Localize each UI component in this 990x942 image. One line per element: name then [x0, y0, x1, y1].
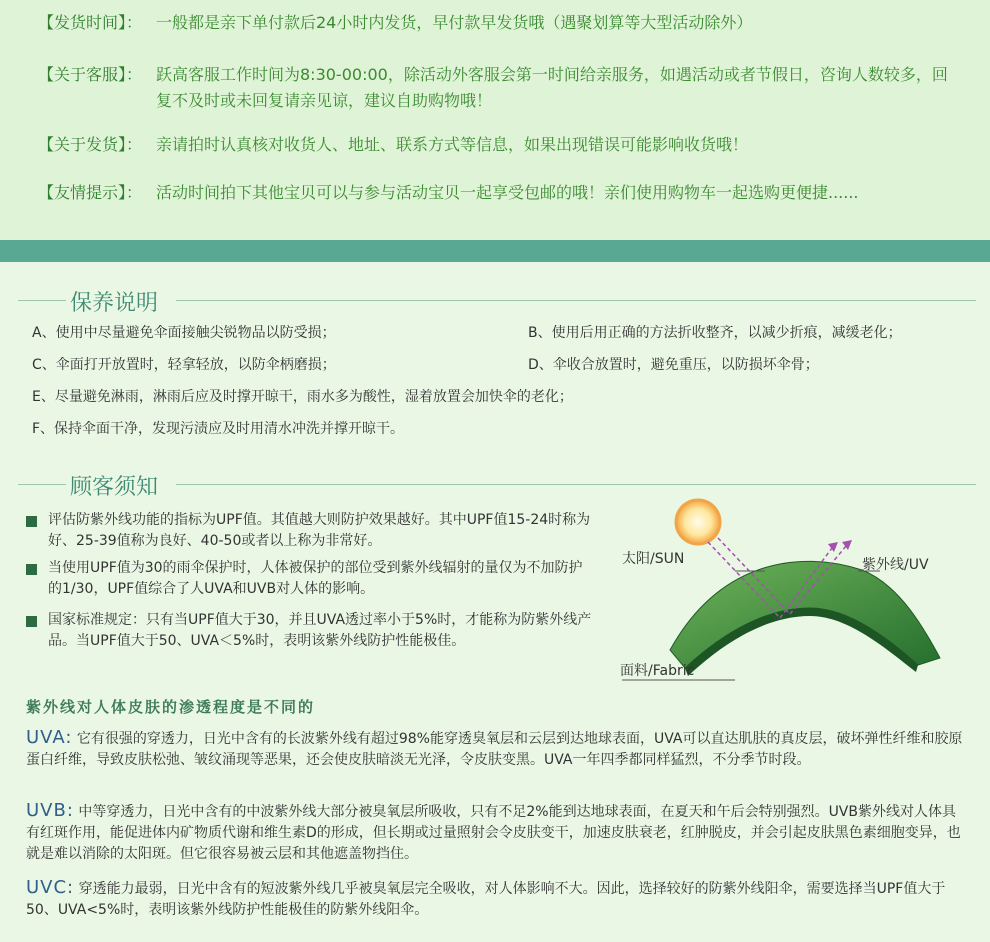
section-rule: [18, 484, 66, 485]
square-bullet-icon: [26, 616, 37, 627]
upf-bullet: [26, 510, 596, 552]
shipping-notice-panel: [0, 0, 990, 240]
uva-text: 它有很强的穿透力，日光中含有的长波紫外线有超过98%能穿透臭氧层和云层到达地球表面，UVA可以直达肌肤的真皮层，破坏弹性纤维和胶原蛋白纤维，导致皮肤松弛、皱纹涌现等恶果，还会使皮肤暗淡无光泽，令皮肤变黑。UVA一年四季都同样猛烈，不分季节时段。: [26, 731, 963, 768]
uva-label: UVA:: [26, 727, 73, 748]
section-rule: [176, 300, 976, 301]
notice-text: 活动时间拍下其他宝贝可以与参与活动宝贝一起享受包邮的哦！亲们使用购物车一起选购更便捷......: [156, 183, 859, 202]
uvb-text: 中等穿透力，日光中含有的中波紫外线大部分被臭氧层所吸收，只有不足2%能到达地球表面，在夏天和午后会特别强烈。UVB紫外线对人体具有红斑作用，能促进体内矿物质代谢和维生素D的形成，但长期或过量照射会令皮肤变干，加速皮肤衰老，红肿脱皮，并会引起皮肤黑色素细胞变异，也就是难以消除的太阳斑。但它很容易被云层和其他遮盖物挡住。: [26, 804, 961, 862]
uvb-label: UVB:: [26, 800, 74, 821]
square-bullet-icon: [26, 516, 37, 527]
notice-label: 【关于发货】：: [38, 135, 143, 154]
notice-label: 【关于客服】：: [38, 65, 143, 84]
bullet-text: 评估防紫外线功能的指标为UPF值。其值越大则防护效果越好。其中UPF值15-24时称为好、25-39值称为良好、40-50或者以上称为非常好。: [48, 512, 591, 549]
notice-label: 【友情提示】：: [38, 183, 143, 202]
square-bullet-icon: [26, 564, 37, 575]
bullet-text: 国家标准规定：只有当UPF值大于30，并且UVA透过率小于5%时，才能称为防紫外线产品。当UPF值大于50、UVA＜5%时，表明该紫外线防护性能极佳。: [48, 612, 592, 649]
customer-section-title: 顾客须知: [70, 475, 159, 500]
care-item-a: A、使用中尽量避免伞面接触尖锐物品以防受损；: [32, 325, 336, 341]
uvc-text: 穿透能力最弱，日光中含有的短波紫外线几乎被臭氧层完全吸收，对人体影响不大。因此，选择较好的防紫外线阳伞，需要选择当UPF值大于50、UVA<5%时，表明该紫外线防护性能极佳的防紫外线阳伞。: [26, 881, 946, 918]
uv-penetration-heading: 紫外线对人体皮肤的渗透程度是不同的: [26, 698, 316, 716]
care-item-b: B、使用后用正确的方法折收整齐，以减少折痕，减缓老化；: [528, 325, 902, 341]
uvb-paragraph: [26, 800, 966, 865]
upf-bullet: [26, 558, 596, 600]
section-divider-band: [0, 240, 990, 262]
uva-paragraph: [26, 727, 966, 771]
uvc-paragraph: [26, 877, 966, 921]
sun-label: 太阳/SUN: [622, 551, 685, 567]
fabric-label: 面料/Fabric: [620, 663, 695, 679]
care-item-d: D、伞收合放置时，避免重压，以防损坏伞骨；: [528, 357, 819, 373]
care-item-f: F、保持伞面干净，发现污渍应及时用清水冲洗并撑开晾干。: [32, 421, 405, 437]
notice-text: 跃高客服工作时间为8:30-00:00，除活动外客服会第一时间给亲服务，如遇活动或者节假日，咨询人数较多，回复不及时或未回复请亲见谅，建议自助购物哦！: [156, 65, 948, 110]
care-item-e: E、尽量避免淋雨，淋雨后应及时撑开晾干，雨水多为酸性，湿着放置会加快伞的老化；: [32, 389, 573, 405]
sun-icon: [676, 500, 720, 544]
uv-fabric-diagram: [600, 490, 960, 690]
notice-text: 亲请拍时认真核对收货人、地址、联系方式等信息，如果出现错误可能影响收货哦！: [156, 135, 749, 154]
notice-text: 一般都是亲下单付款后24小时内发货，早付款早发货哦（遇聚划算等大型活动除外）: [156, 13, 753, 32]
upf-bullet: [26, 610, 596, 652]
uvc-label: UVC:: [26, 877, 75, 898]
care-item-c: C、伞面打开放置时，轻拿轻放，以防伞柄磨损；: [32, 357, 336, 373]
notice-label: 【发货时间】：: [38, 13, 143, 32]
care-section-title: 保养说明: [70, 291, 159, 316]
section-rule: [18, 300, 66, 301]
uv-label: 紫外线/UV: [862, 557, 929, 573]
section-rule: [176, 484, 976, 485]
bullet-text: 当使用UPF值为30的雨伞保护时，人体被保护的部位受到紫外线辐射的量仅为不加防护的1/30，UPF值综合了人UVA和UVB对人体的影响。: [48, 560, 583, 597]
